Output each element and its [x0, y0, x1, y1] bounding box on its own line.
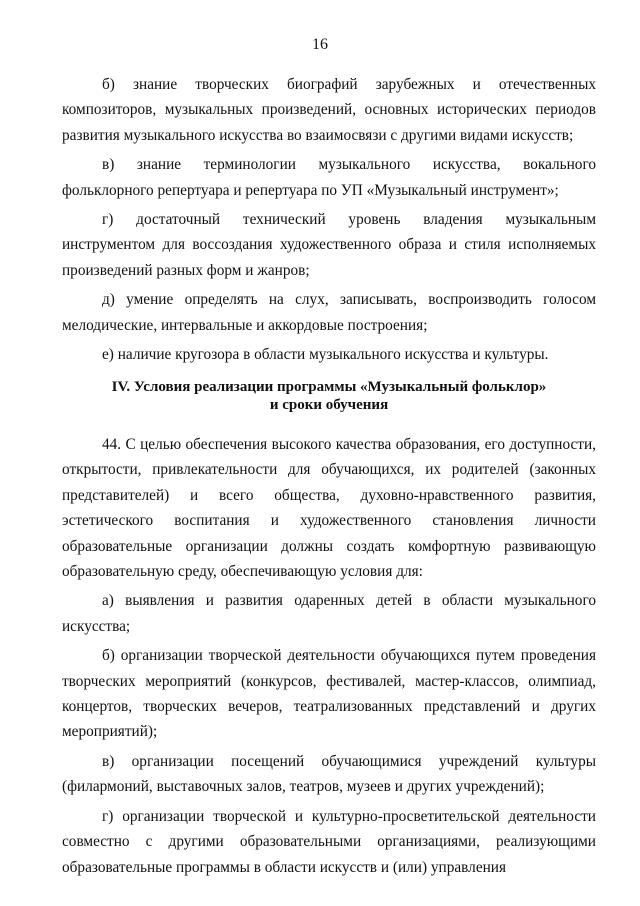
list-item-e: е) наличие кругозора в области музыкального искусства и культуры. — [102, 346, 549, 364]
list-item-b2: б) организации творческой деятельности обучающихся путем проведения творческих мероприятий (конкурсов, фестивалей, мастер-классов, олимпиад, концертов, творческих вечеров, театрализованных представлений и других мероприятий); — [62, 647, 596, 741]
list-item-a: а) выявления и развития одаренных детей в области музыкального искусства; — [62, 592, 596, 635]
section-heading-line1: IV. Условия реализации программы «Музыкальный фольклор» — [111, 379, 547, 395]
list-item-g2: г) организации творческой и культурно-просветительской деятельности совместно с другими образовательными организациями, реализующими образовательные программы в области искусств и (или) управления — [62, 807, 596, 876]
section-heading-line2: и сроки обучения — [269, 397, 389, 413]
list-item-v: в) знание терминологии музыкального искусства, вокального фольклорного репертуара и репертуара по УП «Музыкальный инструмент»; — [62, 156, 596, 199]
list-top — [62, 72, 596, 371]
main-section — [62, 432, 596, 880]
list-item-v2: в) организации посещений обучающимися учреждений культуры (филармоний, выставочных залов, театров, музеев и других учреждений); — [62, 752, 596, 796]
paragraph-44: 44. С целью обеспечения высокого качества образования, его доступности, открытости, привлекательности для обучающихся, их родителей (законных представителей) и всего общества, духовно-нравственного развития, эстетического воспитания и художественного становления личности образовательные организации должны создать комфортную развивающую образовательную среду, обеспечивающую условия для: — [62, 436, 596, 581]
list-item-g: г) достаточный технический уровень владения музыкальным инструментом для воссоздания художественного образа и стиля исполняемых произведений разных форм и жанров; — [62, 211, 596, 279]
list-item-d: д) умение определять на слух, записывать, воспроизводить голосом мелодические, интервальные и аккордовые построения; — [62, 291, 596, 334]
list-item-b: б) знание творческих биографий зарубежных и отечественных композиторов, музыкальных произведений, основных исторических периодов развития музыкального искусства во взаимосвязи с другими видами искусств; — [62, 76, 596, 144]
section-heading — [62, 378, 596, 414]
page-number: 16 — [312, 36, 328, 53]
